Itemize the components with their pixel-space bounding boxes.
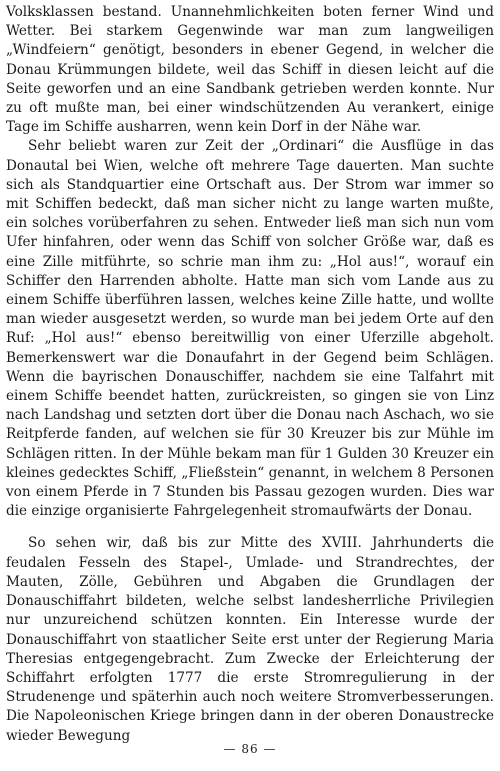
paragraph-1: Volksklassen bestand. Unannehmlichkeiten boten ferner Wind und Wetter. Bei starkem Gegenwinde war man zum langweiligen „Windfeiern“ genötigt, besonders in ebener Gegend, in welcher die Donau Krümmungen bildete, weil das Schiff in diesen leicht auf die Seite geworfen und an eine Sandbank getrieben werden konnte. Nur zu oft mußte man, bei einer windschützenden Au verankert, einige Tage im Schiffe ausharren, wenn kein Dorf in der Nähe war. — [6, 4, 494, 136]
paragraph-3: So sehen wir, daß bis zur Mitte des XVIII. Jahrhunderts die feudalen Fesseln des Stapel-, Umlade- und Strandrechtes, der Mauten, Zölle, Gebühren und Abgaben die Grundlagen der Donauschiffahrt bildeten, welche selbst landesherrliche Privilegien nur unzureichend schützen konnten. Ein Interesse wurde der Donauschiffahrt von staatlicher Seite erst unter der Regierung Maria Theresias entgegengebracht. Zum Zwecke der Erleichterung der Schiffahrt erfolgten 1777 die erste Stromregulierung in der Strudenenge und späterhin auch noch weitere Stromverbesserungen. Die Napoleonischen Kriege bringen dann in der oberen Donaustrecke wieder Bewegung — [6, 535, 494, 744]
page-body — [6, 3, 494, 746]
paragraph-2: Sehr beliebt waren zur Zeit der „Ordinari“ die Ausflüge in das Donautal bei Wien, welche oft mehrere Tage dauerten. Man suchte sich als Standquartier eine Ortschaft aus. Der Strom war immer so mit Schiffen bedeckt, daß man sicher nicht zu lange warten mußte, ein solches vorüberfahren zu sehen. Entweder ließ man sich nun vom Ufer hinfahren, oder wenn das Schiff von solcher Größe war, daß es eine Zille mitführte, so schrie man ihm zu: „Hol aus!“, worauf ein Schiffer den Harrenden abholte. Hatte man sich vom Lande aus zu einem Schiffe überführen lassen, welches keine Zille hatte, und wollte man wieder ausgesetzt werden, so wurde man bei jedem Orte auf den Ruf: „Hol aus!“ ebenso bereitwillig von einer Uferzille abgeholt. Bemerkenswert war die Donaufahrt in der Gegend beim Schlägen. Wenn die bayrischen Donauschiffer, nachdem sie eine Talfahrt mit einem Schiffe beendet hatten, zurückreisten, so gingen sie von Linz nach Landshag und setzten dort über die Donau nach Aschach, wo sie Reitpferde fanden, auf welchen sie für 30 Kreuzer bis zur Mühle im Schlägen ritten. In der Mühle bekam man für 1 Gulden 30 Kreuzer ein kleines gedecktes Schiff, „Fließstein“ genannt, in welchem 8 Personen von einem Pferde in 7 Stunden bis Passau gezogen wurden. Dies war die einzige organisierte Fahrgelegenheit stromaufwärts der Donau. — [6, 138, 494, 520]
page-number: — 86 — — [223, 742, 277, 756]
